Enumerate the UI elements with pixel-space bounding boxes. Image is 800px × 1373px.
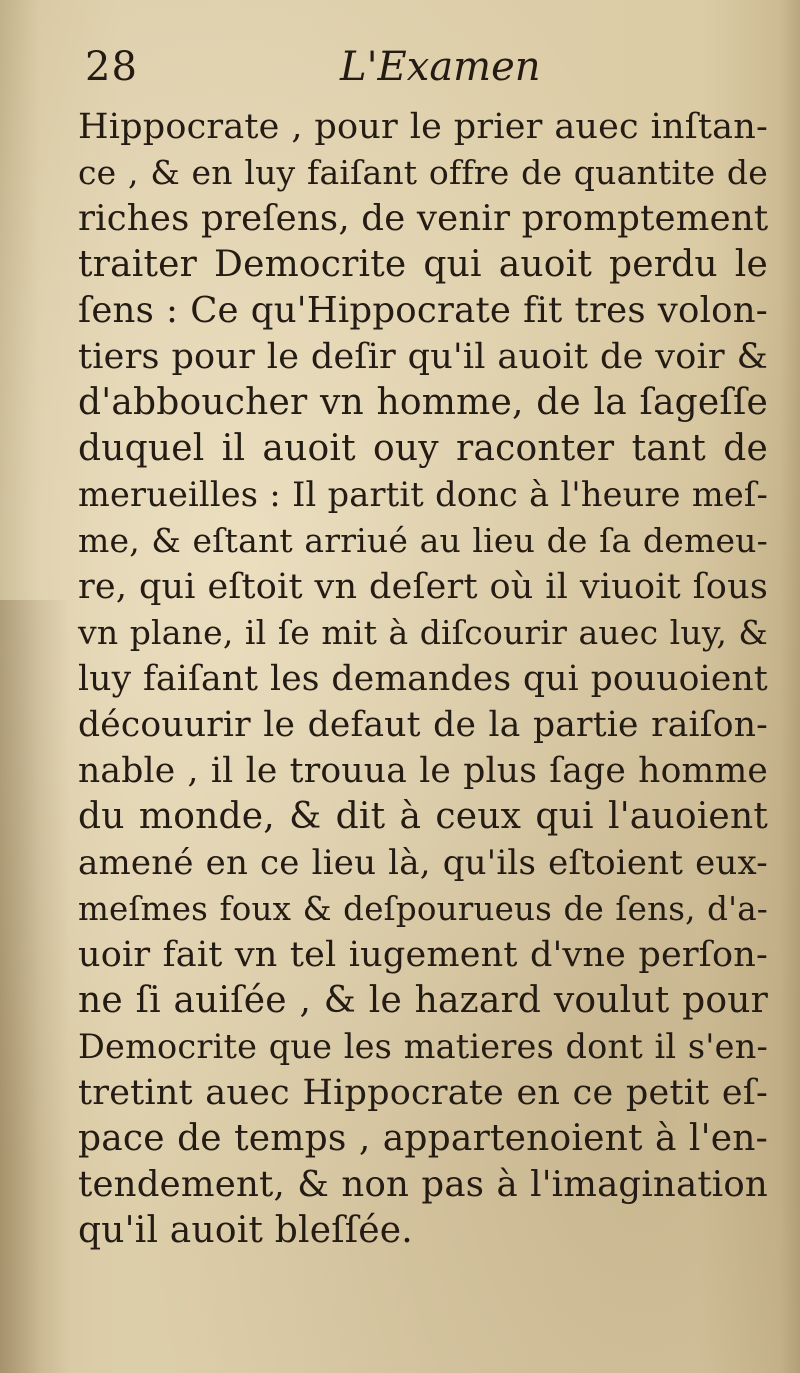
text-line: du monde, & dit à ceux qui l'auoient (78, 796, 768, 837)
text-line: duquel il auoit ouy raconter tant de (78, 428, 768, 469)
text-line: merueilles : Il partit donc à l'heure meſ- (78, 475, 768, 514)
text-line: uoir fait vn tel iugement d'vne perſon- (78, 935, 768, 975)
text-line: découurir le defaut de la partie raiſon- (78, 705, 768, 745)
text-line: amené en ce lieu là, qu'ils eſtoient eux- (78, 843, 768, 883)
page-stain (0, 600, 70, 1373)
text-line: ſens : Ce qu'Hippocrate fit tres volon- (78, 290, 768, 331)
text-line: re, qui eſtoit vn deſert où il viuoit ſous (78, 567, 768, 607)
text-line: tretint auec Hippocrate en ce petit eſ- (78, 1073, 768, 1113)
text-line: tendement, & non pas à l'imagination (78, 1164, 768, 1205)
text-line: nable , il le trouua le plus ſage homme (78, 751, 768, 791)
page-header (85, 44, 725, 104)
text-line: pace de temps , appartenoient à l'en- (78, 1118, 768, 1159)
text-line: vn plane, il ſe mit à diſcourir auec luy, & (78, 613, 768, 652)
text-line: traiter Democrite qui auoit perdu le (78, 244, 768, 285)
body-text (78, 104, 768, 1254)
page-number: 28 (85, 44, 138, 90)
text-line: riches preſens, de venir promptement (78, 198, 769, 239)
text-line: luy faiſant les demandes qui pouuoient (78, 659, 768, 699)
text-line: Democrite que les matieres dont il s'en- (78, 1027, 768, 1066)
text-line: Hippocrate , pour le prier auec inſtan- (78, 107, 768, 147)
text-line-last: qu'il auoit bleſſée. (78, 1210, 413, 1251)
text-line: ce , & en luy faiſant offre de quantite de (78, 153, 768, 192)
text-line: d'abboucher vn homme, de la ſageſſe (78, 382, 768, 423)
text-line: me, & eſtant arriué au lieu de ſa demeu- (78, 521, 768, 560)
text-line: meſmes foux & deſpourueus de ſens, d'a- (78, 890, 768, 928)
running-title: L'Examen (340, 44, 541, 90)
text-line: tiers pour le deſir qu'il auoit de voir & (78, 337, 768, 377)
text-line: ne ſi auiſée , & le hazard voulut pour (78, 980, 768, 1021)
